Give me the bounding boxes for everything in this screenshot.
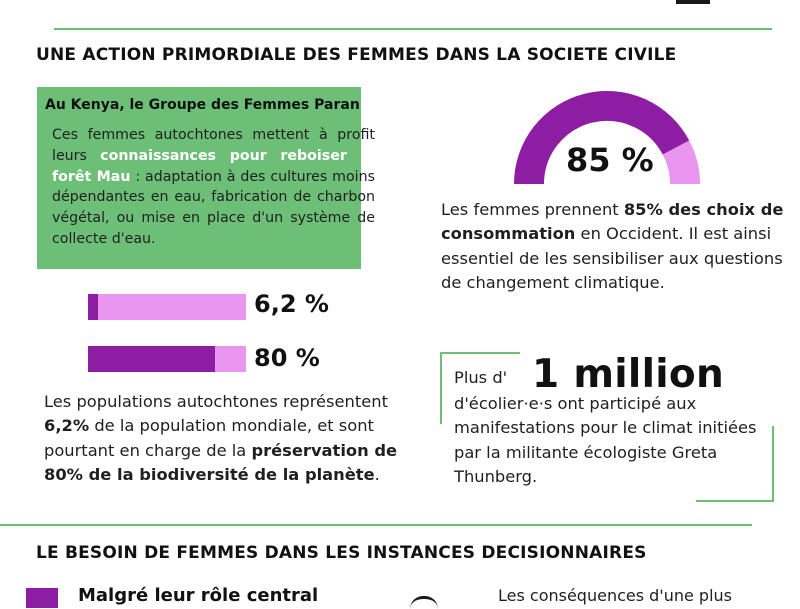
frame-top xyxy=(440,352,520,354)
purple-square-icon xyxy=(26,588,58,608)
section2-right-text: Les conséquences d'une plus xyxy=(498,586,732,605)
kenya-title: Au Kenya, le Groupe des Femmes Paran xyxy=(45,97,360,113)
gauge-rest-arc xyxy=(676,148,685,184)
section2-divider xyxy=(0,524,752,526)
frame-bottom xyxy=(696,500,774,502)
bar-6-label: 6,2 % xyxy=(254,290,329,318)
section1-title: UNE ACTION PRIMORDIALE DES FEMMES DANS LA SOCIETE CIVILE xyxy=(36,45,677,65)
top-divider xyxy=(54,28,772,30)
kenya-text: Ces femmes autochtones mettent à profit leurs connaissances pour reboiser la forêt Mau : adaptation à des cultures moins dépendantes en eau, fabrication de charbon végétal, ou mise en place d'un système de collecte d'eau. xyxy=(52,127,375,247)
section2-left-text: Malgré leur rôle central xyxy=(78,585,319,606)
greta-intro: Plus d' xyxy=(454,368,508,387)
bar-80-fill xyxy=(88,346,215,372)
consommation-text: Les femmes prennent 85% des choix de consommation en Occident. Il est ainsi essentiel de les sensibiliser aux questions de changement climatique. xyxy=(441,200,784,292)
bar-80-label: 80 % xyxy=(254,344,320,372)
bar-6-background xyxy=(88,294,246,320)
top-cutoff-icon xyxy=(676,0,710,4)
center-icon xyxy=(410,596,438,609)
greta-text: d'écolier·e·s ont participé aux manifestations pour le climat initiées par la militante écologiste Greta Thunberg. xyxy=(454,394,757,486)
frame-left xyxy=(440,352,442,424)
gauge-value: 85 % xyxy=(566,141,654,179)
bar-6-fill xyxy=(88,294,98,320)
section2-title: LE BESOIN DE FEMMES DANS LES INSTANCES DECISIONNAIRES xyxy=(36,543,647,563)
autochtones-text: Les populations autochtones représentent 6,2% de la population mondiale, et sont pourtant en charge de la préservation de 80% de la biodiversité de la planète. xyxy=(44,392,398,484)
greta-big-number: 1 million xyxy=(532,352,725,397)
